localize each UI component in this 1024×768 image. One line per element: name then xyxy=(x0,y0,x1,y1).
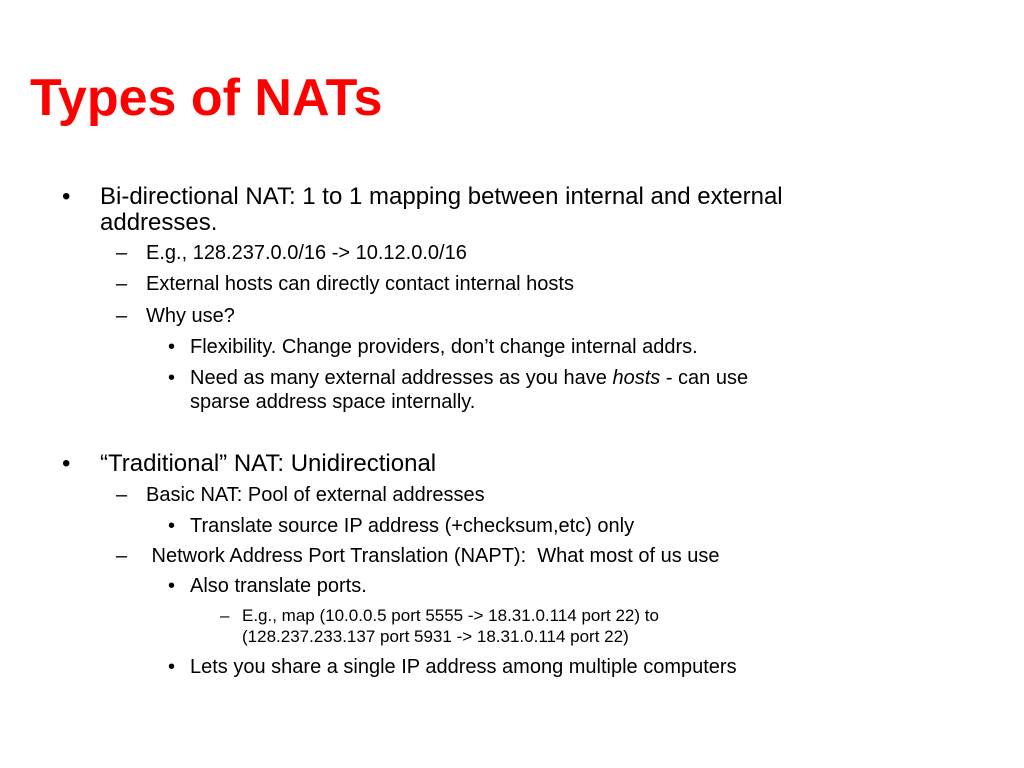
text-segment: Need as many external addresses as you have xyxy=(190,367,613,389)
bullet-marker: • xyxy=(168,367,176,389)
sub-sub-bullet-share-ip xyxy=(168,656,737,679)
bullet-marker: • xyxy=(62,183,71,210)
sub-bullet-text: Network Address Port Translation (NAPT): What most of us use xyxy=(146,545,720,567)
sub-sub-bullet-text: Also translate ports. xyxy=(190,575,367,597)
sub-bullet-external-hosts xyxy=(116,273,574,296)
sub-sub-sub-bullet-example-map-continuation xyxy=(242,626,629,648)
dash-marker: – xyxy=(116,545,128,567)
bullet-text: “Traditional” NAT: Unidirectional xyxy=(100,450,437,477)
sub-sub-sub-bullet-text: E.g., map (10.0.0.5 port 5555 -> 18.31.0.114 port 22) to xyxy=(242,606,659,625)
sub-sub-bullet-text: sparse address space internally. xyxy=(190,391,476,413)
sub-sub-bullet-translate-source xyxy=(168,515,635,538)
emphasis-hosts: hosts xyxy=(612,367,661,389)
sub-bullet-example xyxy=(116,242,467,265)
dash-marker: – xyxy=(116,242,128,264)
bullet-bidirectional-nat-continuation xyxy=(100,210,217,236)
bullet-marker: • xyxy=(168,656,176,678)
sub-sub-bullet-many-addresses-continuation xyxy=(190,391,475,414)
sub-bullet-text: External hosts can directly contact internal hosts xyxy=(146,273,574,295)
text-segment: - can use xyxy=(660,367,749,389)
bullet-marker: • xyxy=(168,575,176,597)
sub-bullet-text: Why use? xyxy=(146,305,235,327)
sub-sub-bullet-text xyxy=(190,367,748,389)
sub-sub-bullet-flexibility xyxy=(168,336,698,359)
bullet-marker: • xyxy=(62,450,71,477)
sub-sub-sub-bullet-example-map xyxy=(220,605,659,627)
sub-sub-bullet-text: Translate source IP address (+checksum,etc) only xyxy=(190,515,635,537)
slide-title: Types of NATs xyxy=(30,69,383,127)
sub-sub-bullet-text: Lets you share a single IP address among multiple computers xyxy=(190,656,737,678)
sub-sub-sub-bullet-text: (128.237.233.137 port 5931 -> 18.31.0.114 port 22) xyxy=(242,627,629,646)
dash-marker: – xyxy=(116,484,128,506)
dash-marker: – xyxy=(116,305,128,327)
sub-bullet-why-use xyxy=(116,305,235,328)
sub-sub-bullet-translate-ports xyxy=(168,575,367,598)
sub-bullet-napt xyxy=(116,545,720,568)
sub-bullet-text: Basic NAT: Pool of external addresses xyxy=(146,484,485,506)
bullet-marker: • xyxy=(168,336,176,358)
bullet-bidirectional-nat xyxy=(62,183,783,210)
bullet-traditional-nat xyxy=(62,450,437,477)
dash-marker: – xyxy=(220,606,230,625)
sub-sub-bullet-many-addresses xyxy=(168,367,749,390)
sub-bullet-text: E.g., 128.237.0.0/16 -> 10.12.0.0/16 xyxy=(146,242,467,264)
bullet-marker: • xyxy=(168,515,176,537)
bullet-text: Bi-directional NAT: 1 to 1 mapping between internal and external xyxy=(100,183,783,210)
sub-sub-bullet-text: Flexibility. Change providers, don’t change internal addrs. xyxy=(190,336,698,358)
bullet-text: addresses. xyxy=(100,209,218,236)
sub-bullet-basic-nat xyxy=(116,484,485,507)
dash-marker: – xyxy=(116,273,128,295)
